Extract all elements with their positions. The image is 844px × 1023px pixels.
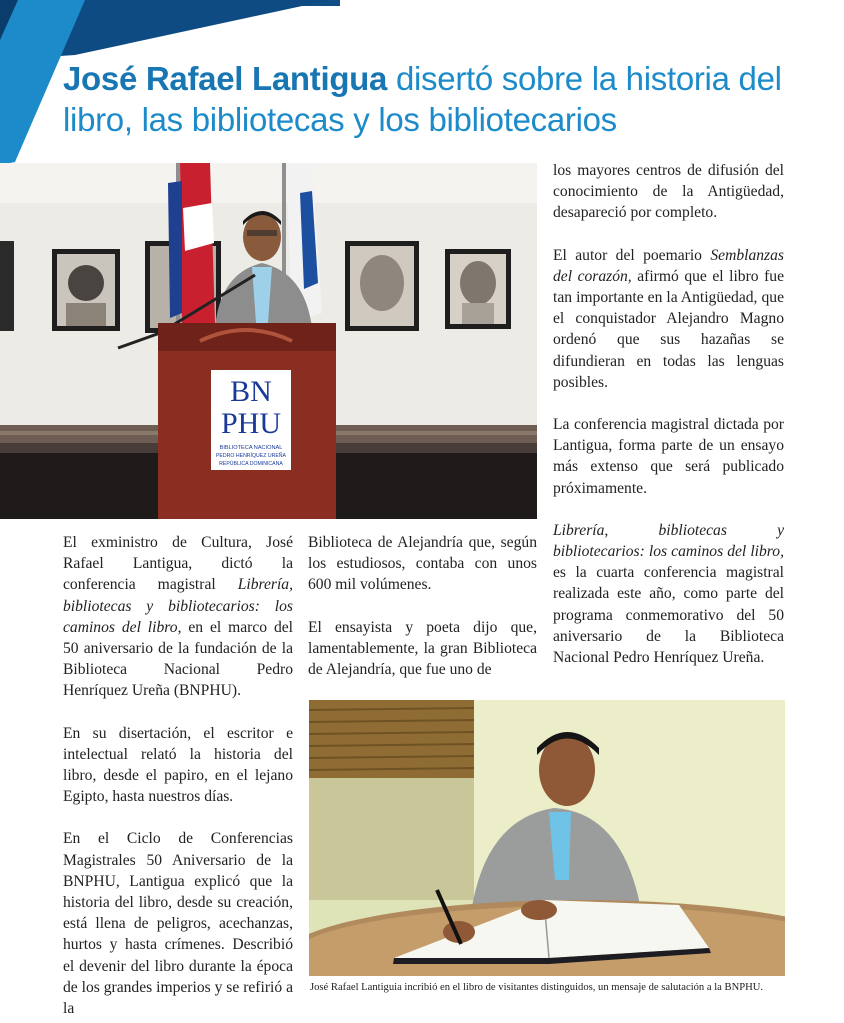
article-column-1 [63, 532, 293, 1019]
article-title [63, 58, 823, 140]
article-column-2 [308, 532, 537, 680]
title-name: José Rafael Lantigua [63, 60, 388, 97]
column3-paragraph-2: El autor del poemario Semblanzas del corazón, afirmó que el libro fue tan importante en la Antigüedad, que el conquistador Alejandro Magno ordenó que sus hazañas se difundieran en todas las lenguas posibles. [553, 246, 784, 391]
podium-photo-illustration [0, 163, 537, 519]
column3-paragraph-1: los mayores centros de difusión del conocimiento de la Antigüedad, desapareció por completo. [553, 162, 784, 222]
signing-photo-illustration [309, 700, 785, 976]
podium-logo-letters-2: PHU [220, 407, 282, 440]
column3-paragraph-3: La conferencia magistral dictada por Lantigua, forma parte de un ensayo más extenso que será publicado próximamente. [553, 416, 784, 497]
column1-paragraph-1: El exministro de Cultura, José Rafael Lantigua, dictó la conferencia magistral Librería, bibliotecas y bibliotecarios: los caminos del libro, en el marco del 50 aniversario de la fundación de la Biblioteca Nacional Pedro Henríquez Ureña (BNPHU). [63, 534, 293, 700]
column2-paragraph-2: El ensayista y poeta dijo que, lamentablemente, la gran Biblioteca de Alejandría, que fue uno de [308, 618, 537, 679]
podium-logo-line1: BIBLIOTECA NACIONAL [219, 445, 283, 451]
column3-paragraph-4: Librería, bibliotecas y bibliotecarios: los caminos del libro, es la cuarta conferencia magistral realizada este año, como parte del programa conmemorativo del 50 aniversario de la Biblioteca Nacional Pedro Henríquez Ureña. [553, 521, 784, 667]
title-rest: disertó sobre la historia del libro, las bibliotecas y los bibliotecarios [63, 60, 782, 138]
signing-photo [309, 700, 785, 976]
column1-paragraph-2: En su disertación, el escritor e intelectual relató la historia del libro, desde el papiro, en el lejano Egipto, hasta nuestros días. [63, 724, 293, 806]
podium-logo-letters-1: BN [230, 375, 272, 408]
photo-caption: José Rafael Lantiguia incribió en el libro de visitantes distinguidos, un mensaje de salutación a la BNPHU. [310, 982, 764, 993]
column2-paragraph-1: Biblioteca de Alejandría que, según los estudiosos, contaba con unos 600 mil volúmenes. [308, 534, 537, 594]
column1-paragraph-3: En el Ciclo de Conferencias Magistrales 50 Aniversario de la BNPHU, Lantigua explicó que la historia del libro, desde su creación, está llena de peligros, acechanzas, hurtos y hasta crímenes. Describió el devenir del libro durante la época de los grandes imperios y se refirió a la [63, 830, 293, 1018]
podium-logo-line2: PEDRO HENRÍQUEZ UREÑA [215, 453, 287, 459]
podium-photo [0, 163, 537, 519]
podium-logo-line3: REPÚBLICA DOMINICANA [219, 461, 283, 467]
article-column-3 [553, 160, 784, 668]
